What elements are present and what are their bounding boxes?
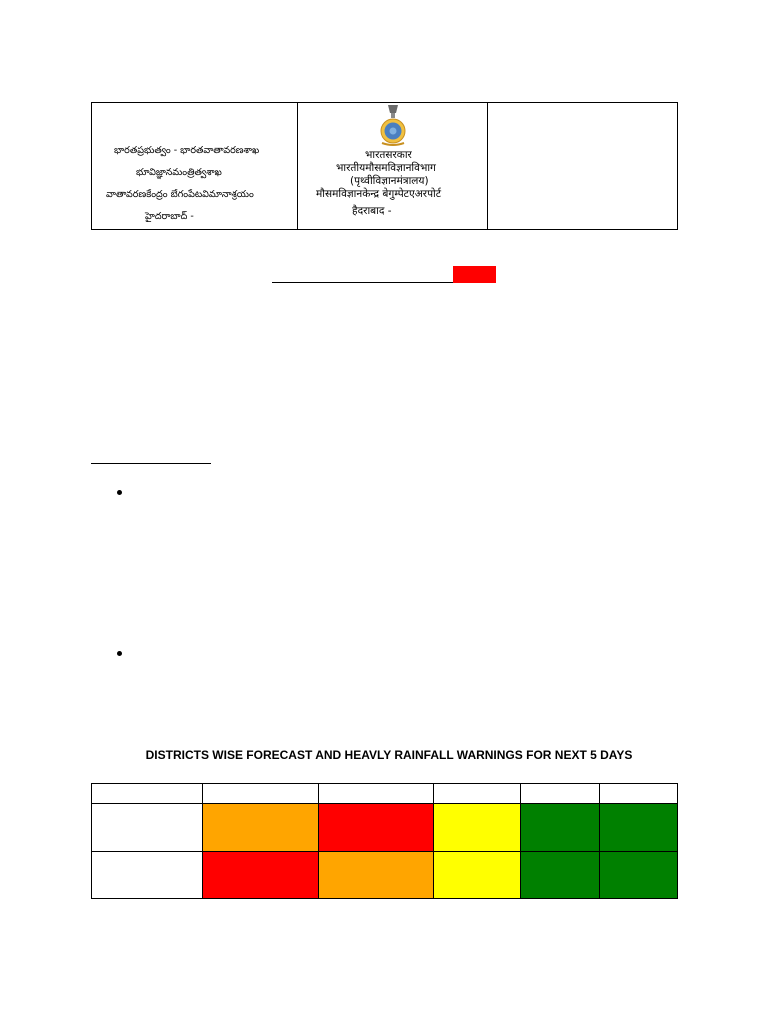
table-cell [521, 784, 600, 804]
table-row [92, 804, 678, 852]
forecast-title: DISTRICTS WISE FORECAST AND HEAVLY RAINFALL WARNINGS FOR NEXT 5 DAYS [145, 748, 633, 762]
table-cell [92, 784, 203, 804]
section-underline [91, 463, 211, 464]
imd-emblem-icon [378, 103, 408, 147]
empty-header-cell [488, 103, 677, 229]
warning-table [91, 783, 678, 899]
hindi-line-4: मौसमविज्ञानकेन्द्र बेगुम्पेटएअरपोर्ट [316, 188, 442, 200]
telugu-line-2: భూవిజ్ఞానమంత్రిత్వశాఖ [136, 167, 222, 178]
hindi-header-cell [298, 103, 488, 229]
bullet-point-2 [117, 651, 122, 656]
table-cell [92, 852, 203, 899]
table-cell [434, 852, 521, 899]
bullet-point-1 [117, 490, 122, 495]
telugu-line-3: వాతావరణకేంద్రం బేగంపేటవిమానాశ్రయం [106, 189, 254, 200]
hindi-line-1: भारतसरकार [365, 149, 412, 161]
table-cell [521, 852, 600, 899]
table-cell [434, 804, 521, 852]
table-cell [203, 804, 319, 852]
table-cell [92, 804, 203, 852]
table-cell [434, 784, 521, 804]
table-cell [203, 784, 319, 804]
table-cell [600, 804, 678, 852]
telugu-line-1: భారతప్రభుత్వం - భారతవాతావరణశాఖ [114, 145, 260, 156]
table-cell [319, 852, 434, 899]
table-row [92, 784, 678, 804]
table-cell [319, 804, 434, 852]
hindi-line-3: (पृथ्वीविज्ञानमंत्रालय) [350, 175, 429, 187]
table-row [92, 852, 678, 899]
table-cell [600, 852, 678, 899]
hindi-line-5: हैदराबाद - [352, 205, 392, 217]
hindi-line-2: भारतीयमौसमविज्ञानविभाग [336, 162, 436, 174]
table-cell [521, 804, 600, 852]
telugu-header-cell [92, 103, 298, 229]
table-cell [600, 784, 678, 804]
header-table [91, 102, 678, 230]
table-cell [319, 784, 434, 804]
table-cell [203, 852, 319, 899]
telugu-line-4: హైదరాబాద్ - [145, 211, 194, 222]
red-highlight-mark [453, 266, 496, 283]
